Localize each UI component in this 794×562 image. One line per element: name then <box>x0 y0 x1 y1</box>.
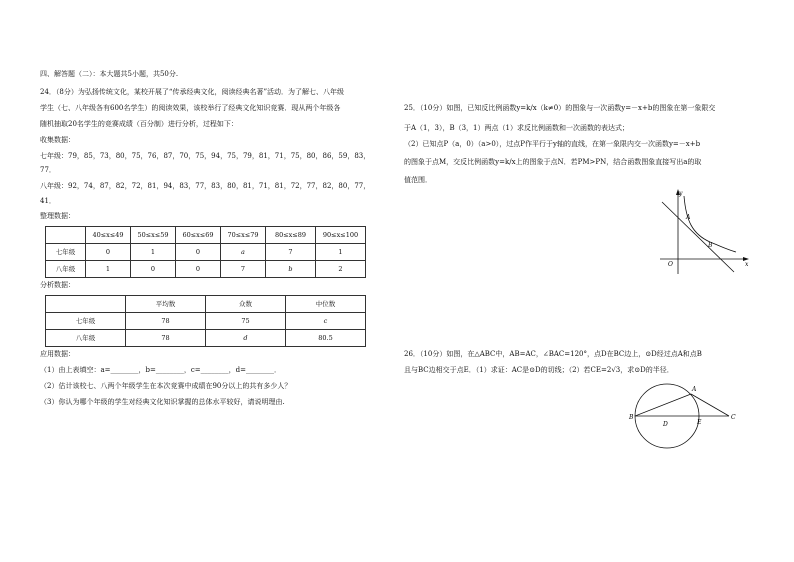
table-cell: 80.5 <box>286 330 366 347</box>
segment-ab <box>635 394 691 416</box>
circle-triangle-figure <box>625 368 745 458</box>
x-axis-label: x <box>745 261 749 268</box>
table-header-cell: 60≤x≤69 <box>176 227 221 244</box>
y-axis-label: y <box>679 190 683 197</box>
point-b-label: B <box>629 414 634 421</box>
apply-label: 应用数据： <box>40 350 75 358</box>
grade7-data-line1: 七年级：79，85，73，80，75，76，87，70，75，94，75，79，81，71，75，80，86，59，83， <box>40 152 371 160</box>
q25-line4: 的图象于点M，交反比例函数y=k/x上的图象于点N．若PM>PN，结合函数图象直接写出a的取 <box>404 158 702 166</box>
table-cell: 78 <box>126 330 206 347</box>
table-cell: c <box>286 313 366 330</box>
q24-sub1: （1）由上表填空：a=________，b=________，c=________，d=________． <box>40 366 281 374</box>
table-cell: 七年级 <box>46 313 126 330</box>
table-cell: b <box>266 261 316 278</box>
collect-label: 收集数据： <box>40 136 75 144</box>
table-cell: 7 <box>266 244 316 261</box>
table-header-cell <box>46 227 86 244</box>
table-cell: a <box>221 244 266 261</box>
table-cell: 78 <box>126 313 206 330</box>
table-header-cell: 70≤x≤79 <box>221 227 266 244</box>
table-cell: 八年级 <box>46 330 126 347</box>
q26-line2: 且与BC边相交于点E．（1）求证：AC是⊙D的切线；（2）若CE=2√3，求⊙D的半径． <box>404 366 674 374</box>
organize-label: 整理数据： <box>40 212 75 220</box>
q24-sub2: （2）估计该校七、八两个年级学生在本次竞赛中成绩在90分以上的共有多少人？ <box>40 382 292 390</box>
table-header-cell: 众数 <box>206 296 286 313</box>
table-cell: 7 <box>221 261 266 278</box>
function-graph-figure <box>650 186 760 276</box>
table-header-cell: 40≤x≤49 <box>86 227 131 244</box>
point-e-label: E <box>697 419 702 426</box>
table-cell: 0 <box>176 261 221 278</box>
table-header-row <box>46 296 366 313</box>
grade7-data-line2: 77． <box>40 166 56 174</box>
table-cell: 1 <box>86 261 131 278</box>
table-row <box>46 261 366 278</box>
table-header-cell: 80≤x≤89 <box>266 227 316 244</box>
q25-line1: 25．（10分）如图，已知反比例函数y=k/x（k≠0）的图象与一次函数y=－x+b的图象在第一象限交 <box>404 104 716 112</box>
q24-line1: 24．（8分）为弘扬传统文化，某校开展了“传承经典文化，阅读经典名著”活动．为了解七、八年级 <box>40 88 345 96</box>
table-cell: 2 <box>316 261 366 278</box>
section-title: 四、解答题（二）：本大题共5小题，共50分. <box>40 70 179 78</box>
table-cell: 七年级 <box>46 244 86 261</box>
statistics-table <box>45 295 366 347</box>
table-header-cell: 90≤x≤100 <box>316 227 366 244</box>
table-cell: 0 <box>86 244 131 261</box>
q25-line3: （2）已知点P（a，0）（a>0），过点P作平行于y轴的直线，在第一象限内交一次函数y=－x+b <box>404 140 701 148</box>
point-d-label: D <box>663 421 668 428</box>
point-a-label: A <box>692 386 697 393</box>
q24-sub3: （3）你认为哪个年级的学生对经典文化知识掌握的总体水平较好，请说明理由. <box>40 398 285 406</box>
table-cell: 75 <box>206 313 286 330</box>
table-row <box>46 244 366 261</box>
table-cell: 八年级 <box>46 261 86 278</box>
point-c-label: C <box>731 414 736 421</box>
point-a-label: A <box>686 214 691 221</box>
table-cell: 1 <box>316 244 366 261</box>
table-header-cell: 50≤x≤59 <box>131 227 176 244</box>
table-cell: 0 <box>131 261 176 278</box>
q26-line1: 26．（10分）如图，在△ABC中，AB=AC，∠BAC=120°，点D在BC边上，⊙D经过点A和点B <box>404 350 702 358</box>
table-header-row <box>46 227 366 244</box>
q24-line2: 学生（七、八年级各有600名学生）的阅读效果，该校举行了经典文化知识竞赛．现从两个年级各 <box>40 104 341 112</box>
table-cell: d <box>206 330 286 347</box>
table-header-cell <box>46 296 126 313</box>
analyze-label: 分析数据： <box>40 281 75 289</box>
point-b-label: B <box>708 242 713 249</box>
origin-label: O <box>668 261 673 268</box>
q24-line3: 随机抽取20名学生的竞赛成绩（百分制）进行分析，过程如下： <box>40 120 238 128</box>
table-header-cell: 中位数 <box>286 296 366 313</box>
table-row <box>46 313 366 330</box>
q25-line2: 于A（1，3），B（3，1）两点（1）求反比例函数和一次函数的表达式； <box>404 124 629 132</box>
table-cell: 0 <box>176 244 221 261</box>
q25-line5: 值范围． <box>404 176 432 184</box>
grade8-data-line1: 八年级：92，74，87，82，72，81，94，83，77，83，80，81，71，81，72，77，82，80，77， <box>40 182 371 190</box>
table-cell: 1 <box>131 244 176 261</box>
grade8-data-line2: 41． <box>40 197 56 205</box>
table-row <box>46 330 366 347</box>
table-header-cell: 平均数 <box>126 296 206 313</box>
frequency-table <box>45 226 366 278</box>
